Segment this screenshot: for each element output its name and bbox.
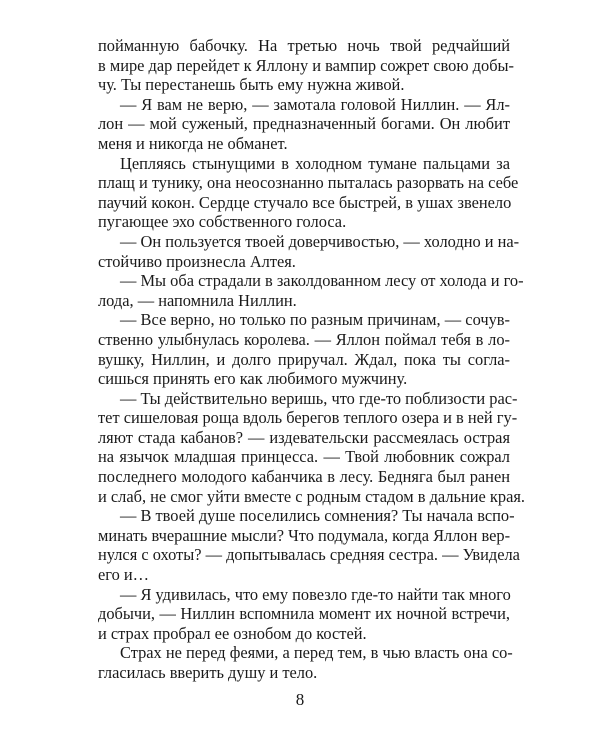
text-line: лода, — напомнила Ниллин. [98,290,297,310]
text-line: нулся с охоты? — допытывалась средняя сестра. — Увидела [98,545,520,565]
text-line: добычи, — Ниллин вспомнила момент их ночной встречи, [98,604,510,624]
text-line: — Ты действительно веришь, что где-то поблизости рас- [120,388,518,408]
text-line: последнего молодого кабанчика в лесу. Бедняга был ранен [98,467,510,487]
text-line: его и… [98,565,150,585]
text-line: на язычок младшая принцесса. — Твой любовник сожрал [98,447,510,467]
text-line: — Мы оба страдали в заколдованном лесу от холода и го- [120,271,524,291]
text-line: и слаб, не смог уйти вместе с родным стадом в дальние края. [98,486,525,506]
text-line: в мире дар перейдет к Яллону и вампир сожрет свою добы- [98,55,515,75]
text-line: пугающее эхо собственного голоса. [98,212,347,232]
text-line: вушку, Ниллин, и долго приручал. Ждал, пока ты согла- [98,349,510,369]
text-line: чу. Ты перестанешь быть ему нужна живой. [98,75,405,95]
page-number: 8 [295,690,305,709]
text-line: минать вчерашние мысли? Что подумала, когда Яллон вер- [98,525,511,545]
text-line: ственно улыбнулась королева. — Яллон поймал тебя в ло- [98,329,510,349]
text-line: стойчиво произнесла Алтея. [98,251,296,271]
text-line: — Он пользуется твоей доверчивостью, — холодно и на- [120,231,520,251]
text-line: — В твоей душе поселились сомнения? Ты начала вспо- [120,506,515,526]
text-line: пойманную бабочку. На третью ночь твой редчайший [98,36,510,55]
body-text [98,36,525,683]
text-line: плащ и тунику, она неосознанно пыталась разорвать на себе [98,173,519,193]
text-line: — Я удивилась, что ему повезло где-то найти так много [120,584,511,604]
text-line: тет сишеловая роща вдоль берегов теплого озера и в ней гу- [98,408,518,428]
text-line: Цепляясь стынущими в холодном тумане пальцами за [120,153,510,173]
text-line: меня и никогда не обманет. [98,133,288,153]
text-line: сишься принять его как любимого мужчину. [98,369,408,389]
text-line: лон — мой суженый, предназначенный богами. Он любит [98,114,510,134]
text-line: паучий кокон. Сердце стучало все быстрей, в ушах звенело [98,192,512,212]
text-line: и страх пробрал ее ознобом до костей. [98,623,367,643]
text-line: — Я вам не верю, — замотала головой Ниллин. — Ял- [120,94,510,114]
text-line: — Все верно, но только по разным причинам, — сочув- [120,310,510,330]
text-line: Страх не перед феями, а перед тем, в чью власть она со- [120,643,513,663]
text-line: гласилась вверить душу и тело. [98,663,318,682]
text-line: ляют стада кабанов? — издевательски рассмеялась острая [98,427,510,447]
